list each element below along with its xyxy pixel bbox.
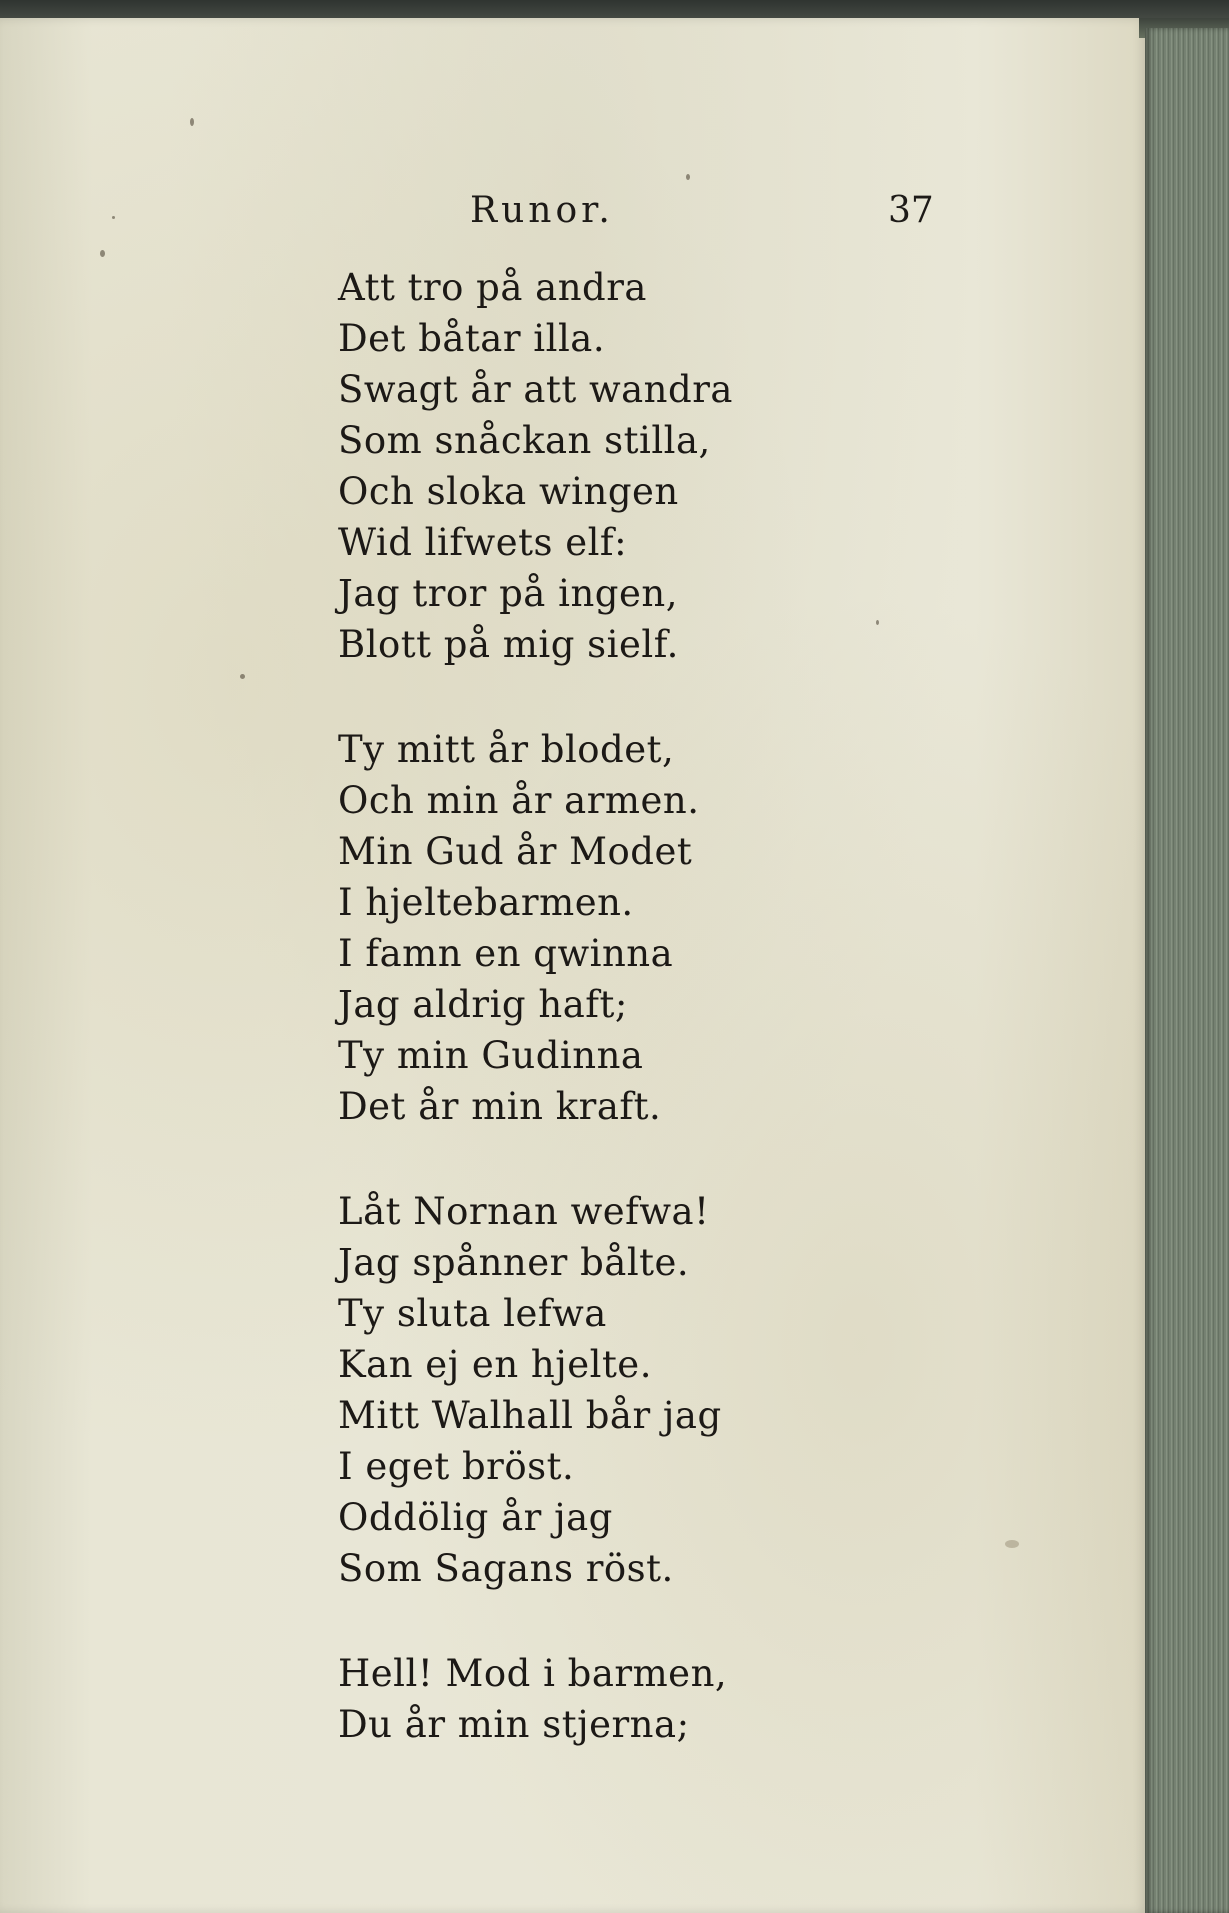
poem-line: Det båtar illa. <box>338 317 606 360</box>
poem-line: Jag spånner bålte. <box>338 1241 690 1284</box>
poem-line: Mitt Walhall bår jag <box>338 1394 722 1437</box>
poem-line: Wid lifwets elf: <box>338 521 628 564</box>
poem-line: Och sloka wingen <box>338 470 679 513</box>
stanza-2 <box>338 724 978 1132</box>
poem-line: Blott på mig sielf. <box>338 623 679 666</box>
paper-speck <box>686 174 690 180</box>
paper-speck <box>100 250 105 257</box>
poem-line: Att tro på andra <box>338 266 647 309</box>
page-block-edge <box>1145 28 1229 1913</box>
poem-line: Du år min stjerna; <box>338 1703 690 1746</box>
poem-line: Ty sluta lefwa <box>338 1292 607 1335</box>
poem-line: Ty mitt år blodet, <box>338 728 675 771</box>
stanza-3 <box>338 1186 978 1594</box>
paper-speck <box>190 118 194 126</box>
poem-line: Jag aldrig haft; <box>338 983 628 1026</box>
poem-line: Kan ej en hjelte. <box>338 1343 652 1386</box>
poem-line: Hell! Mod i barmen, <box>338 1652 728 1695</box>
paper-speck <box>240 674 245 679</box>
paper-speck <box>1005 1540 1019 1548</box>
running-title: Runor. <box>470 190 614 231</box>
poem-line: Som snåckan stilla, <box>338 419 711 462</box>
poem-line: Jag tror på ingen, <box>338 572 678 615</box>
poem-line: Oddölig år jag <box>338 1496 613 1539</box>
page-header <box>0 190 1148 240</box>
poem-line: Min Gud år Modet <box>338 830 693 873</box>
poem-line: Swagt år att wandra <box>338 368 733 411</box>
poem-line: Det år min kraft. <box>338 1085 662 1128</box>
stanza-4 <box>338 1648 978 1750</box>
poem-text <box>338 262 978 1750</box>
stanza-1 <box>338 262 978 670</box>
poem-line: Som Sagans röst. <box>338 1547 674 1590</box>
poem-line: Låt Nornan wefwa! <box>338 1190 710 1233</box>
poem-line: I famn en qwinna <box>338 932 674 975</box>
poem-line: Ty min Gudinna <box>338 1034 644 1077</box>
page-number: 37 <box>888 190 934 231</box>
poem-line: I hjeltebarmen. <box>338 881 634 924</box>
poem-line: Och min år armen. <box>338 779 700 822</box>
poem-line: I eget bröst. <box>338 1445 575 1488</box>
